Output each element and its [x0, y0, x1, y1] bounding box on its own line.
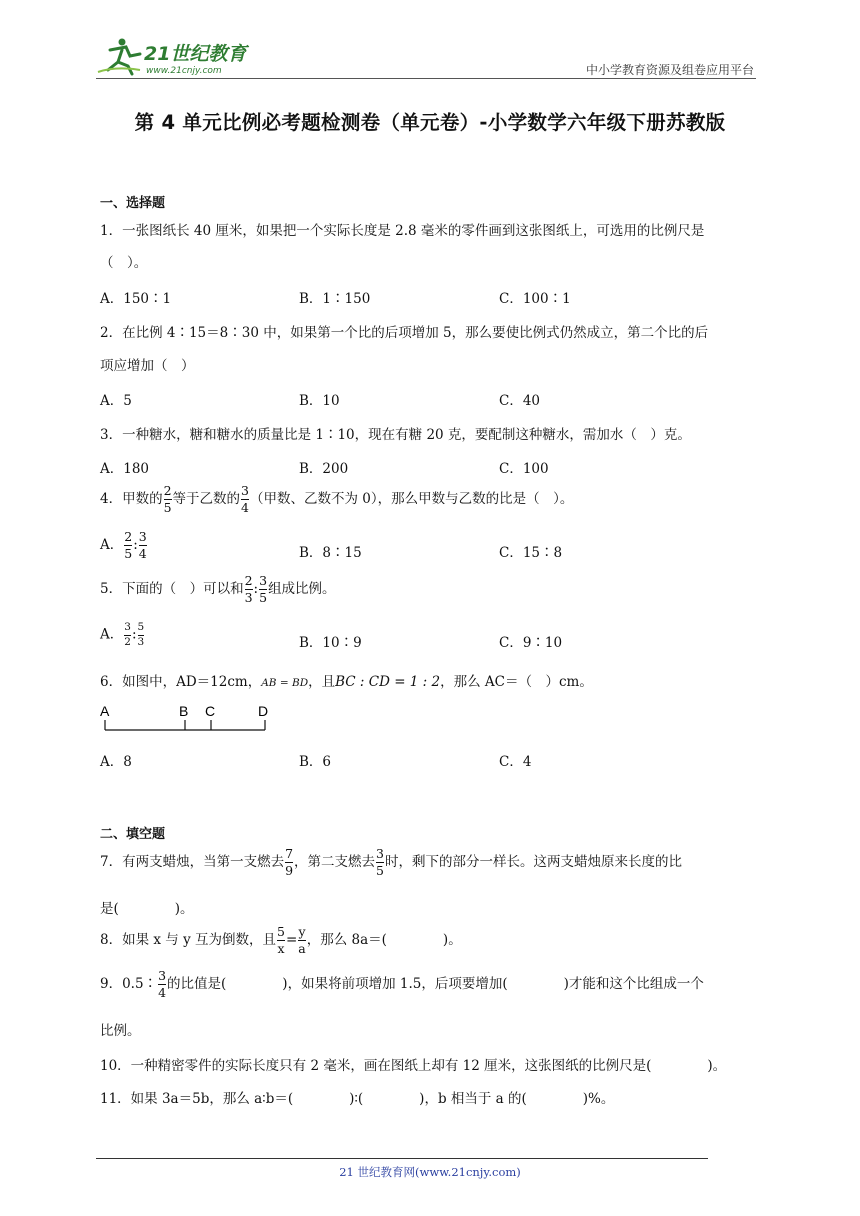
fraction: $\frac{5}{x}$	[277, 924, 285, 956]
q3-option-c[interactable]: C．100	[499, 461, 549, 477]
footer-divider	[96, 1158, 708, 1159]
fraction: $\frac{3}{4}$	[158, 968, 167, 1000]
q5-option-a[interactable]: A． $\frac{3}{2}$ : $\frac{5}{3}$	[100, 621, 145, 648]
segment-diagram	[98, 700, 278, 734]
point-label-b: B	[179, 703, 189, 719]
q4-stem: 4．甲数的 $\frac{2}{5}$ 等于乙数的 $\frac{3}{4}$ （甲数、乙数不为 0），那么甲数与乙数的比是（ ）。	[100, 483, 574, 515]
q4-option-c[interactable]: C．15∶8	[499, 545, 563, 561]
q3-option-b[interactable]: B．200	[299, 461, 349, 477]
q2-stem-line1: 2．在比例 4∶15＝8∶30 中，如果第一个比的后项增加 5，那么要使比例式仍然成立，第二个比的后	[100, 325, 709, 341]
q1-option-a[interactable]: A．150∶1	[100, 291, 172, 307]
page-title: 第 4 单元比例必考题检测卷（单元卷）-小学数学六年级下册苏教版	[134, 111, 726, 134]
fraction: $\frac{7}{9}$	[285, 846, 294, 878]
q2-option-c[interactable]: C．40	[499, 393, 541, 409]
logo-text: 21世纪教育	[144, 43, 247, 65]
q7-stem-line1: 7．有两支蜡烛，当第一支燃去 $\frac{7}{9}$ ，第二支燃去 $\frac{3}{5}$ 时，剩下的部分一样长。这两支蜡烛原来长度的比	[100, 846, 682, 878]
header-platform-text: 中小学教育资源及组卷应用平台	[585, 63, 754, 77]
q1-stem-line2: （ ）。	[100, 255, 148, 271]
q3-stem: 3．一种糖水，糖和糖水的质量比是 1∶10，现在有糖 20 克，要配制这种糖水，需加水（ ）克。	[100, 427, 691, 443]
fraction: $\frac{3}{5}$	[259, 573, 268, 605]
q5-option-b[interactable]: B．10∶9	[299, 635, 362, 651]
fraction: $\frac{2}{5}$	[124, 529, 133, 561]
q6-equation-ratio: BC : CD = 1 : 2	[335, 674, 441, 690]
point-label-a: A	[100, 703, 110, 719]
section-choice-heading: 一、选择题	[100, 196, 166, 211]
q2-option-a[interactable]: A．5	[100, 393, 132, 409]
fraction: $\frac{3}{4}$	[138, 529, 147, 561]
fraction: $\frac{3}{5}$	[376, 846, 384, 878]
site-logo	[96, 36, 266, 78]
fraction: $\frac{y}{a}$	[298, 924, 306, 956]
q2-stem-line2: 项应增加（ ）	[100, 358, 195, 374]
fraction: $\frac{3}{2}$	[124, 621, 131, 648]
q6-option-c[interactable]: C．4	[499, 754, 532, 770]
fraction: $\frac{2}{3}$	[244, 573, 253, 605]
footer-link[interactable]: 21 世纪教育网(www.21cnjy.com)	[339, 1165, 521, 1179]
runner-icon	[98, 39, 140, 75]
point-label-c: C	[205, 703, 216, 719]
logo-url: www.21cnjy.com	[146, 66, 222, 76]
q4-option-b[interactable]: B．8∶15	[299, 545, 362, 561]
q3-option-a[interactable]: A．180	[100, 461, 150, 477]
q1-option-b[interactable]: B．1∶150	[299, 291, 371, 307]
q8-stem: 8．如果 x 与 y 互为倒数，且 $\frac{5}{x}$ = $\frac{y}{a}$ ，那么 8a＝( )。	[100, 924, 462, 956]
q9-stem-line2: 比例。	[100, 1023, 141, 1039]
q1-option-c[interactable]: C．100∶1	[499, 291, 571, 307]
q4-option-a[interactable]: A． $\frac{2}{5}$ : $\frac{3}{4}$	[100, 529, 147, 561]
q6-option-a[interactable]: A．8	[100, 754, 132, 770]
q11-stem: 11．如果 3a＝5b，那么 a∶b＝( )∶( )，b 相当于 a 的( )%。	[100, 1091, 615, 1107]
q7-stem-line2: 是( )。	[100, 901, 194, 917]
fraction: $\frac{2}{5}$	[163, 483, 172, 515]
fraction: $\frac{5}{3}$	[137, 621, 145, 648]
q6-equation-ab-bd: AB = BD	[261, 677, 309, 689]
q5-stem: 5．下面的（ ）可以和 $\frac{2}{3}$ : $\frac{3}{5}$ 组成比例。	[100, 573, 336, 605]
fraction: $\frac{3}{4}$	[241, 483, 249, 515]
q2-option-b[interactable]: B．10	[299, 393, 340, 409]
q1-stem-line1: 1．一张图纸长 40 厘米，如果把一个实际长度是 2.8 毫米的零件画到这张图纸上，可选用的比例尺是	[100, 223, 705, 239]
q9-stem-line1: 9．0.5∶ $\frac{3}{4}$ 的比值是( )，如果将前项增加 1.5，后项要增加( )才能和这个比组成一个	[100, 968, 704, 1000]
q10-stem: 10．一种精密零件的实际长度只有 2 毫米，画在图纸上却有 12 厘米，这张图纸的比例尺是( )。	[100, 1058, 727, 1074]
point-label-d: D	[258, 703, 269, 719]
q6-option-b[interactable]: B．6	[299, 754, 332, 770]
q5-option-c[interactable]: C．9∶10	[499, 635, 563, 651]
section-fill-heading: 二、填空题	[100, 827, 166, 842]
q6-stem: 6．如图中，AD＝12cm，AB = BD，且BC : CD = 1 : 2，那么 AC＝（ ）cm。	[100, 674, 593, 690]
header-divider	[96, 78, 756, 79]
